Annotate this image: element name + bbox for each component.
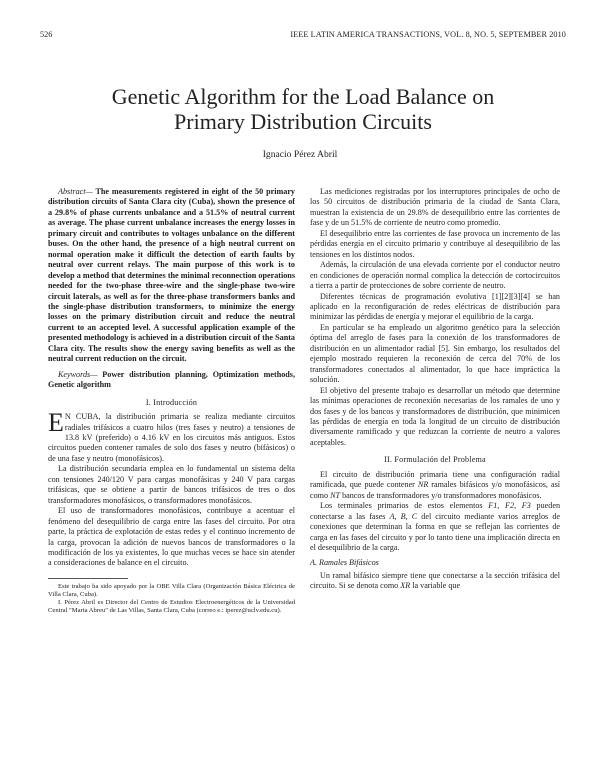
abstract-lead: Abstract— [58,187,93,196]
abstract [48,187,295,365]
footnote-divider [48,578,128,579]
body-paragraph-8: Los terminales primarios de estos elementos F1, F2, F3 pueden conectarse a las fases A, B, C del circuito mediante varios arreglos de conexiones que determinan la forma en que se reflejan las corrientes de carga en las fases del circuito y por lo tanto tiene una implicación directa en el desequilibrio de la carga. [310,501,561,552]
keywords-lead: Keywords— [58,369,98,379]
body-paragraph-4: Diferentes técnicas de programación evolutiva [1][2][3][4] se han aplicado en la reconfiguración de redes eléctricas de distribución para minimizar las pérdidas de energía y mejorar el equilibrio de la carga. [310,291,560,322]
keywords [48,370,295,391]
body-paragraph-2: El desequilibrio entre las corrientes de fase provoca un incremento de las pérdidas energía en el circuito primario y contribuye al desequilibrio de las tensiones en los distintos nodos. [310,228,560,259]
author-name: Ignacio Pérez Abril [262,149,338,160]
var-phases: A, B, C [389,511,418,521]
intro-paragraph-1: E N CUBA, la distribución primaria se realiza mediante circuitos radiales trifásicos a cuatro hilos (tres fases y neutro) a tensiones de 13.8 kV (preferido) o 4.16 kV en los circuitos más antiguos. Estos circuitos pueden contener ramales de solo dos fases y neutro (bifásicos) o de una fase y neutro (monofásicos). [48,408,295,463]
journal-running-head: IEEE LATIN AMERICA TRANSACTIONS, VOL. 8, NO. 5, SEPTEMBER 2010 [290,30,566,39]
abstract-text: The measurements registered in eight of the 50 primary distribution circuits of Santa Clara city (Cuba), shown the presence of a 29.8% of phase currents unbalance and a 51.5% of neutral current as average. The phase current unbalance increases the energy losses in primary circuit and contributes to voltages unbalance on the different buses. On the other hand, the presence of a high neutral current on normal operation make it difficult the detection of earth faults by neutral over current relays. The main purpose of this work is to develop a method that determines the minimal reconnection operations needed for the two-phase three-wire and the single-phase two-wire circuit laterals, as well as for the three-phase transformers banks and the single-phase distribution transformers, to minimize the energy losses on the primary distribution circuit and reduce the neutral current to an accepted level. A successful application example of the presented methodology is achieved in a distribution circuit of the Santa Clara city. The results show the energy saving benefits as well as the neutral current reduction on the circuit. [48,187,295,364]
body-paragraph-3: Además, la circulación de una elevada corriente por el conductor neutro en condiciones de operación normal complica la detección de cortocircuitos a tierra a partir de protecciones de sobre corriente de neutro. [310,260,560,291]
var-nt: NT [330,490,341,500]
section-heading-problem: II. Formulación del Problema [384,455,486,465]
var-nr: NR [417,480,429,490]
drop-cap: E [48,408,64,438]
keywords-text: Power distribution planning, Optimization methods, Genetic algorithm [48,369,295,390]
body-paragraph-1: Las mediciones registradas por los interruptores principales de ocho de los 50 circuitos de distribución primaria de la ciudad de Santa Clara, muestran la existencia de un 29.8% de desequilibrio entre las corrientes de fase y de un 51.5% de corriente de neutro como promedio. [310,187,560,228]
page-number: 526 [40,30,53,39]
section-heading-introduction: I. Introducción [145,397,198,407]
body-paragraph-9: Un ramal bifásico siempre tiene que conectarse a la sección trifásica del circuito. Si se denota como XR la variable que [310,570,560,591]
intro-paragraph-3: El uso de transformadores monofásicos, contribuye a acentuar el fenómeno del desequilibrio de carga entre las fases del circuito. Por otra parte, la práctica de explotación de estas redes y el continuo incremento de la carga, provocan la adición de nuevos bancos de transformadores o la modificación de los ya existentes, lo que muchas veces se hace sin atender a consideraciones de balance en el circuito. [48,506,295,568]
title-line-1: Genetic Algorithm for the Load Balance on [111,84,495,109]
var-xr: XR [400,581,411,591]
subsection-heading-ramales: A. Ramales Bifásicos [310,558,379,568]
var-terminals: F1, F2, F3 [488,501,531,511]
intro-start: N CUBA [64,412,99,422]
footnote-2: I. Pérez Abril es Director del Centro de Estudios Electroenergéticos de la Universidad Central "Marta Abreu" de Las Villas, Santa Clara, Cuba (correo e.: iperez@uclv.edu.cu). [48,599,295,615]
paper-title [40,84,566,134]
title-line-2: Primary Distribution Circuits [174,109,432,134]
body-paragraph-6: El objetivo del presente trabajo es desarrollar un método que determine las mínimas operaciones de reconexión necesarias de los ramales de uno y dos fases y de los bancos y transformadores de distribución, que minimicen las pérdidas de energía en toda la longitud de un circuito de distribución diversamente ramificado y que reduzcan la corriente de neutro a valores aceptables. [310,385,560,447]
body-paragraph-7: El circuito de distribución primaria tiene una configuración radial ramificada, que puede contener NR ramales bifásicos y/o monofásicos, así como NT bancos de transformadores y/o transformadores monofásicos. [310,469,560,500]
intro-paragraph-2: La distribución secundaria emplea en lo fundamental un sistema delta con tensiones 240/120 V para cargas monofásicas y 240 V para cargas trifásicas, que se obtiene a partir de bancos trifásicos de tres o dos transformadores monofásicos, o transformadores monofásicos. [48,464,295,505]
footnote-1: Este trabajo ha sido apoyado por la OBE Villa Clara (Organización Básica Eléctrica de Villa Clara, Cuba). [48,582,295,599]
left-column [48,187,295,616]
body-paragraph-5: En particular se ha empleado un algoritmo genético para la selección óptima del arreglo de fases para la conexión de los transformadores de distribución en un alimentador radial [5]. Sin embargo, los resultados del ejemplo mostrado requieren la reconexión de cerca del 70% de los transformadores conectados al alimentador, lo que hace impráctica la solución. [310,322,560,385]
right-column [310,187,560,592]
